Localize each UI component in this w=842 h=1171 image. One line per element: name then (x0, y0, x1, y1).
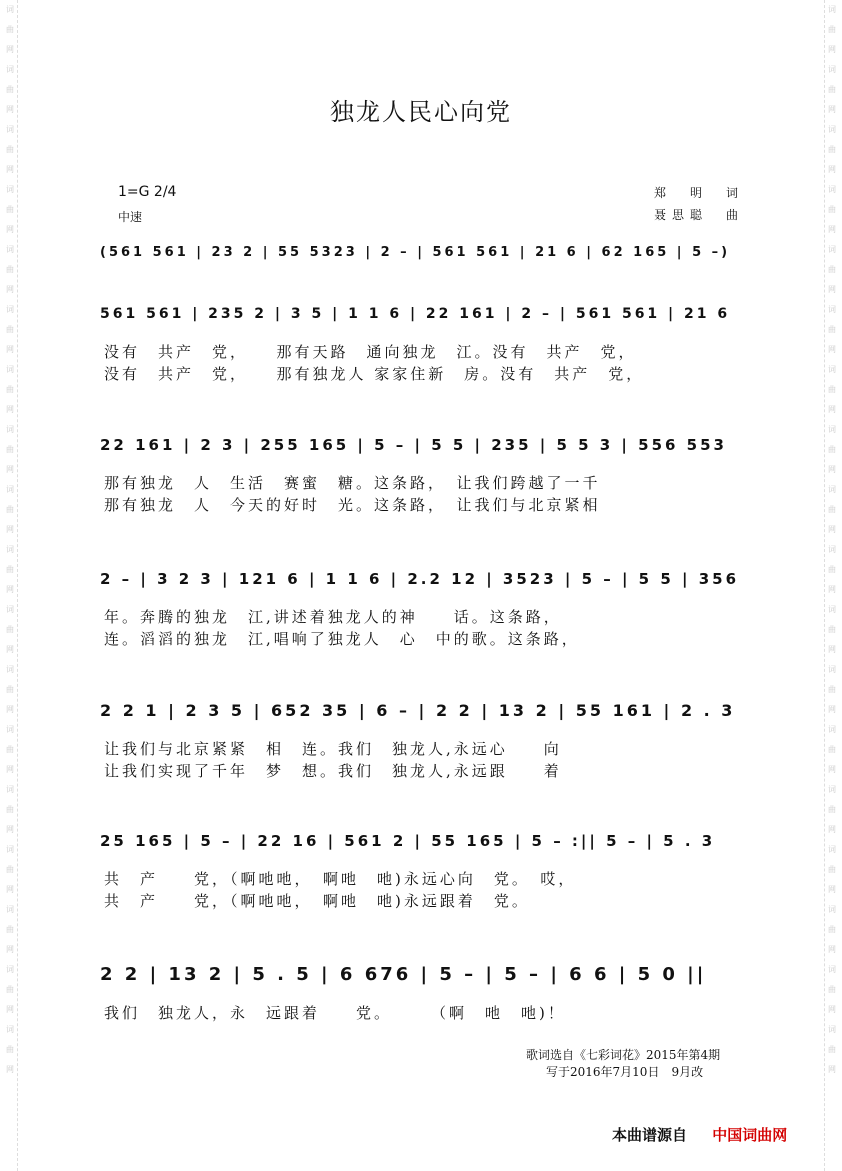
score-line (100, 694, 740, 728)
lyric-line: 没有 共产 党， 那有独龙人 家家住新 房。没有 共产 党， (104, 365, 645, 383)
score-line (100, 297, 740, 331)
notation-line: (561 561 | 23 2 | 55 5323 | 2 – | 561 561 | 21 6 | 62 165 | 5 –) (100, 245, 731, 260)
lyric-line: 年。奔腾的独龙 江,讲述着独龙人的神 话。这条路， (104, 608, 562, 626)
watermark-right: 词曲网词曲网词曲网词曲网词曲网词曲网词曲网词曲网词曲网词曲网词曲网词曲网词曲网词曲网词曲网词曲网词曲网词曲网 (824, 0, 839, 1171)
notation-line: 2 – | 3 2 3 | 121 6 | 1 1 6 | 2.2 12 | 3523 | 5 – | 5 5 | 356 (100, 570, 740, 588)
source-label: 本曲谱源自 (612, 1126, 688, 1144)
footnote-date: 写于2016年7月10日 9月改 (546, 1065, 704, 1079)
source-attribution (612, 1124, 787, 1145)
score-line (100, 958, 740, 992)
lyric-line: 没有 共产 党， 那有天路 通向独龙 江。没有 共产 党， (104, 343, 637, 361)
lyric-line: 那有独龙 人 生活 赛蜜 糖。这条路， 让我们跨越了一千 (104, 474, 601, 492)
score-line (100, 236, 740, 270)
lyric-line: 让我们与北京紧紧 相 连。我们 独龙人,永远心 向 (104, 740, 562, 758)
score-line (100, 562, 740, 596)
notation-line: 2 2 | 13 2 | 5 . 5 | 6 676 | 5 – | 5 – | 6 6 | 5 0 || (100, 964, 707, 985)
lyric-line: 我们 独龙人，永 远跟着 党。 （啊 吔 吔)！ (104, 1004, 566, 1022)
lyric-line: 那有独龙 人 今天的好时 光。这条路， 让我们与北京紧相 (104, 496, 601, 514)
notation-line: 22 161 | 2 3 | 255 165 | 5 – | 5 5 | 235 | 5 5 3 | 556 553 (100, 436, 727, 454)
lyric-line: 让我们实现了千年 梦 想。我们 独龙人,永远跟 着 (104, 762, 562, 780)
brand-link[interactable]: 中国词曲网 (712, 1126, 788, 1144)
watermark-left: 词曲网词曲网词曲网词曲网词曲网词曲网词曲网词曲网词曲网词曲网词曲网词曲网词曲网词曲网词曲网词曲网词曲网词曲网 (3, 0, 18, 1171)
footnote-source: 歌词选自《七彩词花》2015年第4期 (526, 1048, 721, 1062)
lyricist-credit: 郑 明 词 (654, 186, 745, 200)
score-line (100, 428, 740, 462)
lyric-line: 连。滔滔的独龙 江,唱响了独龙人 心 中的歌。这条路， (104, 630, 580, 648)
notation-line: 2 2 1 | 2 3 5 | 652 35 | 6 – | 2 2 | 13 2 | 55 161 | 2 . 3 (100, 701, 736, 720)
composer-credit: 聂思聪 曲 (654, 208, 745, 222)
song-title: 独龙人民心向党 (330, 98, 512, 126)
tempo-marking: 中速 (118, 210, 143, 224)
notation-line: 25 165 | 5 – | 22 16 | 561 2 | 55 165 | 5 – :|| 5 – | 5 . 3 (100, 832, 716, 850)
notation-line: 561 561 | 235 2 | 3 5 | 1 1 6 | 22 161 | 2 – | 561 561 | 21 6 (100, 306, 731, 322)
lyric-line: 共 产 党，（啊吔吔， 啊吔 吔)永远跟着 党。 (104, 892, 530, 910)
lyric-line: 共 产 党，（啊吔吔， 啊吔 吔)永远心向 党。 哎， (104, 870, 577, 888)
score-line (100, 824, 740, 858)
key-signature: 1=G 2/4 (118, 184, 177, 200)
